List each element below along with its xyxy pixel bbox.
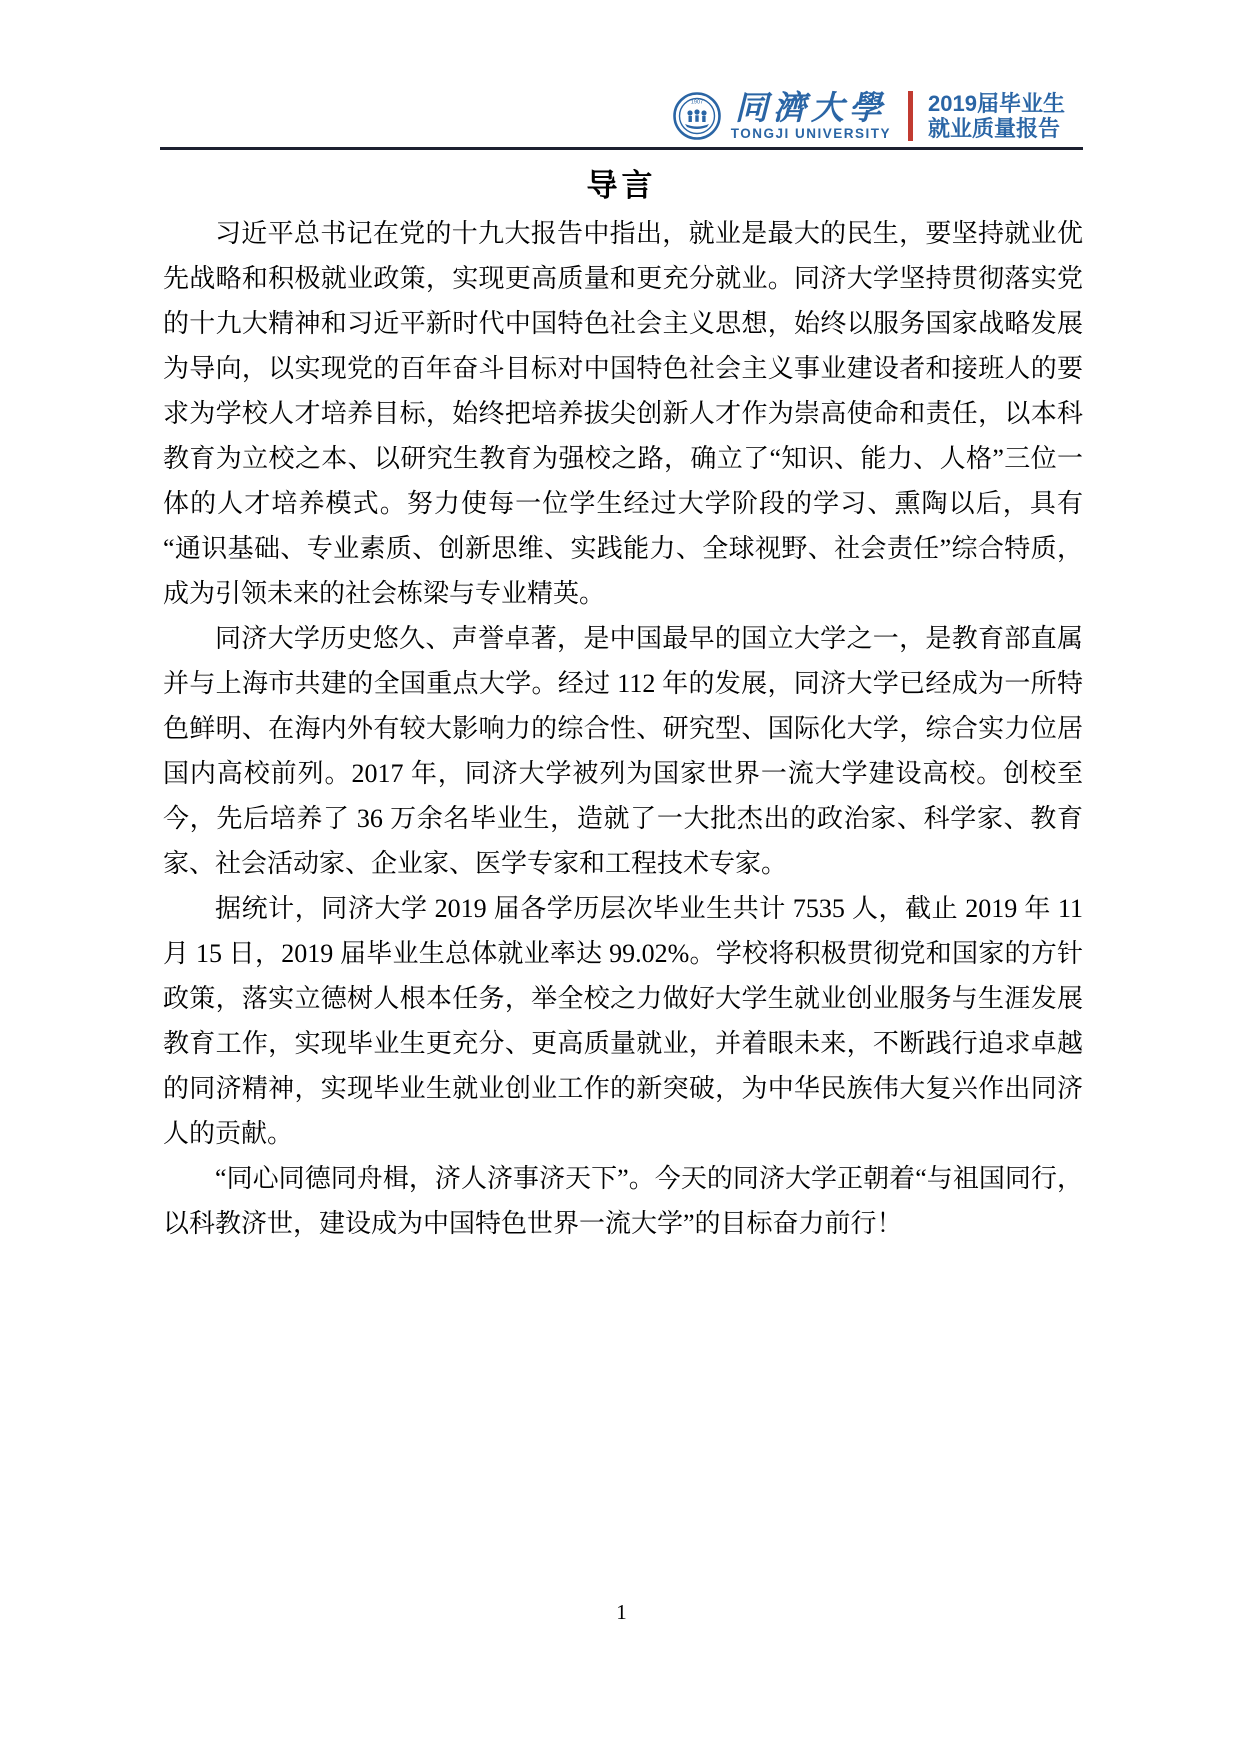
page-number: 1 <box>616 1600 627 1624</box>
header-red-divider <box>908 91 913 141</box>
paragraph: 同济大学历史悠久、声誉卓著，是中国最早的国立大学之一，是教育部直属并与上海市共建的全国重点大学。经过 112 年的发展，同济大学已经成为一所特色鲜明、在海内外有较大影响力的综合性、研究型、国际化大学，综合实力位居国内高校前列。2017 年，同济大学被列为国家世界一流大学建设高校。创校至今，先后培养了 36 万余名毕业生，造就了一大批杰出的政治家、科学家、教育家、社会活动家、企业家、医学专家和工程技术专家。 <box>163 624 1083 878</box>
university-name-block <box>731 92 891 141</box>
body-text <box>163 211 1083 1246</box>
page-title: 导言 <box>586 168 657 203</box>
paragraph: 据统计，同济大学 2019 届各学历层次毕业生共计 7535 人，截止 2019 年 11 月 15 日，2019 届毕业生总体就业率达 99.02%。学校将积极贯彻党和国家的方针政策，落实立德树人根本任务，举全校之力做好大学生就业创业服务与生涯发展教育工作，实现毕业生更充分、更高质量就业，并着眼未来，不断践行追求卓越的同济精神，实现毕业生就业创业工作的新突破，为中华民族伟大复兴作出同济人的贡献。 <box>163 894 1083 1148</box>
paragraph: “同心同德同舟楫，济人济事济天下”。今天的同济大学正朝着“与祖国同行，以科教济世，建设成为中国特色世界一流大学”的目标奋力前行！ <box>163 1164 1083 1238</box>
page-header <box>160 82 1083 150</box>
paragraph: 习近平总书记在党的十九大报告中指出，就业是最大的民生，要坚持就业优先战略和积极就业政策，实现更高质量和更充分就业。同济大学坚持贯彻落实党的十九大精神和习近平新时代中国特色社会主义思想，始终以服务国家战略发展为导向，以实现党的百年奋斗目标对中国特色社会主义事业建设者和接班人的要求为学校人才培养目标，始终把培养拔尖创新人才作为崇高使命和责任，以本科教育为立校之本、以研究生教育为强校之路，确立了“知识、能力、人格”三位一体的人才培养模式。努力使每一位学生经过大学阶段的学习、熏陶以后，具有“通识基础、专业素质、创新思维、实践能力、全球视野、社会责任”综合特质，成为引领未来的社会栋梁与专业精英。 <box>163 219 1083 608</box>
university-name-en: TONGJI UNIVERSITY <box>730 125 892 141</box>
report-name-line1: 2019届毕业生 <box>928 91 1065 116</box>
seal-year-text: 1907 <box>690 99 703 106</box>
tongji-university-seal-icon <box>673 92 721 140</box>
report-name-line2: 就业质量报告 <box>928 116 1061 141</box>
header-brand-group <box>673 91 1065 141</box>
university-name-zh: 同濟大學 <box>734 90 887 127</box>
report-name-block <box>928 91 1065 141</box>
